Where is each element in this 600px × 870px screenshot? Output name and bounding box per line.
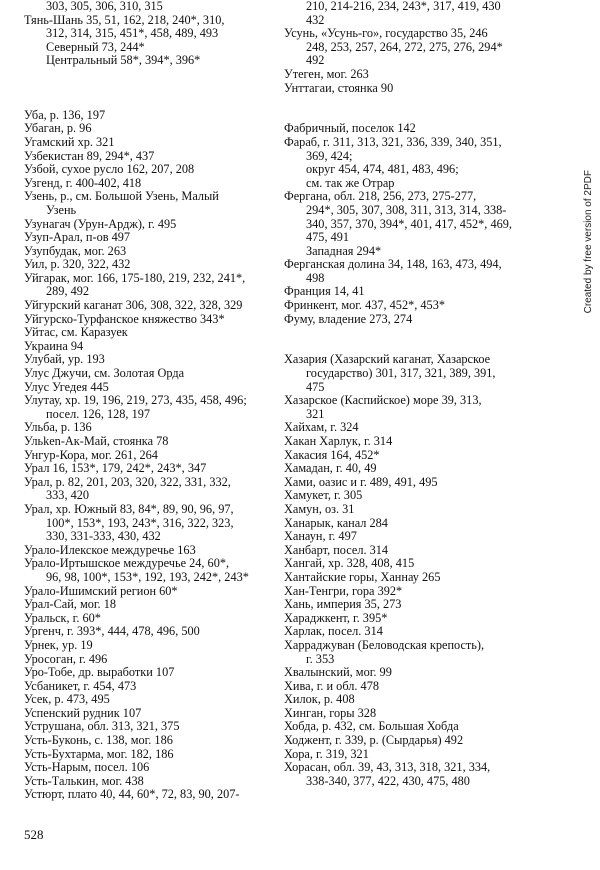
index-entry-line: Ферганская долина 34, 148, 163, 473, 494, <box>284 257 502 272</box>
index-entry-line: Хараджкент, г. 395* <box>284 610 388 625</box>
index-entry-line: Хорасан, обл. 39, 43, 313, 318, 321, 334, <box>284 760 491 775</box>
index-entry-line: Уйтас, см. Каразуек <box>24 325 128 340</box>
index-entry-line: Хань, империя 35, 273 <box>284 597 402 612</box>
index-entry-line: Успенский рудник 107 <box>24 705 142 720</box>
index-entry-line: Узень <box>46 202 77 217</box>
index-entry-line: Хакасия 164, 452* <box>284 447 380 462</box>
index-entry-line: Северный 73, 244* <box>46 39 145 54</box>
index-entry-line: Харлак, посел. 314 <box>284 624 383 639</box>
index-entry-line: Западная 294* <box>306 243 382 258</box>
index-entry-line: Урал, хр. Южный 83, 84*, 89, 90, 96, 97, <box>24 501 234 516</box>
index-entry-line: Хазария (Хазарский каганат, Хазарское <box>284 352 491 367</box>
index-entry-line: 303, 305, 306, 310, 315 <box>46 0 163 13</box>
index-entry-line: Убаган, р. 96 <box>24 121 92 136</box>
index-entry-line: Урал-Сай, мог. 18 <box>24 597 116 612</box>
index-entry-line: Фараб, г. 311, 313, 321, 336, 339, 340, 351, <box>284 134 502 149</box>
page-number: 528 <box>24 827 44 842</box>
index-entry-line: Усть-Нарым, посел. 106 <box>24 760 150 775</box>
index-entry-line: Уйгурско-Турфанское княжество 343* <box>24 311 225 326</box>
index-entry-line: Хазарское (Каспийское) море 39, 313, <box>284 393 482 408</box>
index-entry-line: Усбаникет, г. 454, 473 <box>24 678 137 693</box>
index-entry-line: 333, 420 <box>46 488 90 503</box>
index-entry-line: Ульken-Ак-Май, стоянка 78 <box>24 434 169 448</box>
index-entry-line: 210, 214-216, 234, 243*, 317, 419, 430 <box>306 0 501 13</box>
index-entry-line: Урнек, ур. 19 <box>24 637 93 652</box>
index-entry-line: государство) 301, 317, 321, 389, 391, <box>306 366 496 381</box>
index-entry-line: Уросоган, г. 496 <box>24 651 108 666</box>
index-entry-line: Узень, р., см. Большой Узень, Малый <box>24 189 219 204</box>
index-entry-line: 289, 492 <box>46 284 90 299</box>
index-entry-line: Урал 16, 153*, 179, 242*, 243*, 347 <box>24 461 207 476</box>
index-entry-line: 475 <box>306 379 325 394</box>
index-entry-line: Узунагач (Урун-Ардж), г. 495 <box>24 216 177 231</box>
index-entry-line: Урало-Иртышское междуречье 24, 60*, <box>24 556 230 571</box>
index-entry-line: Уба, р. 136, 197 <box>24 107 106 122</box>
index-entry-line: Узбекистан 89, 294*, 437 <box>24 148 155 163</box>
index-entry-line: Узупбудак, мог. 263 <box>24 243 127 258</box>
index-entry-line: Улубай, ур. 193 <box>24 352 105 367</box>
index-entry-line: 369, 424; <box>306 148 353 163</box>
index-entry-line: Усть-Талькин, мог. 438 <box>24 773 144 788</box>
index-entry-line: посел. 126, 128, 197 <box>46 406 151 421</box>
index-entry-line: Харраджуван (Беловодская крепость), <box>284 637 485 652</box>
index-entry-line: Хан-Тенгри, гора 392* <box>284 583 403 598</box>
index-entry-line: Урал, р. 82, 201, 203, 320, 322, 331, 332, <box>24 474 231 489</box>
index-entry-line: Франция 14, 41 <box>284 284 365 299</box>
index-entry-line: Ургенч, г. 393*, 444, 478, 496, 500 <box>24 624 200 639</box>
index-entry-line: 294*, 305, 307, 308, 311, 313, 314, 338- <box>306 202 507 217</box>
index-entry-line: Хамадан, г. 40, 49 <box>284 461 377 476</box>
index-entry-line: Хамун, оз. 31 <box>284 501 355 516</box>
index-entry-line: Утеген, мог. 263 <box>284 66 369 81</box>
index-entry-line: Хилок, р. 408 <box>284 692 355 707</box>
index-entry-line: Улутау, хр. 19, 196, 219, 273, 435, 458, 496; <box>24 393 247 408</box>
index-entry-line: Фуму, владение 273, 274 <box>284 311 413 326</box>
watermark-text: Created by free version of 2PDF <box>583 170 594 314</box>
index-entry-line: 492 <box>306 53 325 68</box>
index-entry-line: Улус Угедея 445 <box>24 379 109 394</box>
index-entry-line: Фринкент, мог. 437, 452*, 453* <box>284 298 445 313</box>
section-gap <box>24 68 282 95</box>
index-entry-line: округ 454, 474, 481, 483, 496; <box>306 162 459 177</box>
index-entry-line: 312, 314, 315, 451*, 458, 489, 493 <box>46 26 219 41</box>
index-entry-line: Ханбарт, посел. 314 <box>284 542 389 557</box>
index-entry-line: 321 <box>306 406 325 421</box>
index-entry-line: Узбой, сухое русло 162, 207, 208 <box>24 162 195 177</box>
section-gap <box>284 326 576 340</box>
index-entry-line: Унттагаи, стоянка 90 <box>284 80 394 95</box>
index-entry-line: Уральск, г. 60* <box>24 610 101 625</box>
index-entry-line: Фергана, обл. 218, 256, 273, 275-277, <box>284 189 477 204</box>
section-gap <box>284 109 576 123</box>
index-entry-line: Ханаун, г. 497 <box>284 529 357 544</box>
index-column-left <box>24 0 282 802</box>
index-entry-line: Узуп-Арал, п-ов 497 <box>24 230 131 245</box>
index-entry-line: Хамукет, г. 305 <box>284 488 363 503</box>
index-entry-line: Хора, г. 319, 321 <box>284 746 369 761</box>
index-entry-line: Урало-Ишимский регион 60* <box>24 583 178 598</box>
index-entry-line: Украина 94 <box>24 338 84 353</box>
index-entry-line: 330, 331-333, 430, 432 <box>46 529 161 544</box>
index-entry-line: см. так же Отрар <box>306 175 395 190</box>
index-entry-line: 475, 491 <box>306 230 350 245</box>
index-entry-line: Усть-Буконь, с. 138, мог. 186 <box>24 733 173 748</box>
index-entry-line: Хангай, хр. 328, 408, 415 <box>284 556 415 571</box>
index-entry-line: Узгенд, г. 400-402, 418 <box>24 175 142 190</box>
index-entry-line: Уструшана, обл. 313, 321, 375 <box>24 719 180 734</box>
index-entry-line: 248, 253, 257, 264, 272, 275, 276, 294* <box>306 39 503 54</box>
index-entry-line: 338-340, 377, 422, 430, 475, 480 <box>306 773 470 788</box>
index-entry-line: Устюрт, плато 40, 44, 60*, 72, 83, 90, 207- <box>24 787 240 802</box>
index-entry-line: Усунь, «Усунь-го», государство 35, 246 <box>284 26 488 41</box>
index-entry-line: Уро-Тобе, др. выработки 107 <box>24 665 175 680</box>
index-entry-line: Хинган, горы 328 <box>284 705 377 720</box>
index-entry-line: Хобда, р. 432, см. Большая Хобда <box>284 719 459 734</box>
index-entry-line: Уйгарак, мог. 166, 175-180, 219, 232, 241*, <box>24 270 246 285</box>
index-entry-line: 340, 357, 370, 394*, 401, 417, 452*, 469, <box>306 216 512 231</box>
section-gap <box>284 340 576 354</box>
index-entry-line: Уйгурский каганат 306, 308, 322, 328, 329 <box>24 298 243 313</box>
index-entry-line: Ходжент, г. 339, р. (Сырдарья) 492 <box>284 733 464 748</box>
index-entry-line: Усть-Бухтарма, мог. 182, 186 <box>24 746 174 761</box>
index-entry-line: 100*, 153*, 193, 243*, 316, 322, 323, <box>46 515 234 530</box>
index-entry-line: Хайхам, г. 324 <box>284 420 359 435</box>
index-entry-line: Фабричный, поселок 142 <box>284 121 416 136</box>
index-entry-line: Хвалынский, мог. 99 <box>284 665 392 680</box>
index-entry-line: Угамский хр. 321 <box>24 134 115 149</box>
index-entry-line: 498 <box>306 270 325 285</box>
index-entry-line: 432 <box>306 12 325 27</box>
index-entry-line: Хами, оазис и г. 489, 491, 495 <box>284 474 438 489</box>
index-entry-line: Хакан Харлук, г. 314 <box>284 434 393 448</box>
index-entry-line: Центральный 58*, 394*, 396* <box>46 53 201 68</box>
index-entry-line: Ханарык, канал 284 <box>284 515 388 530</box>
section-gap <box>284 95 576 109</box>
index-entry-line: Тянь-Шань 35, 51, 162, 218, 240*, 310, <box>24 12 225 27</box>
index-entry-line: Усек, р. 473, 495 <box>24 692 110 707</box>
index-entry-line: Урало-Илекское междуречье 163 <box>24 542 196 557</box>
index-entry-line: 96, 98, 100*, 153*, 192, 193, 242*, 243* <box>46 569 249 584</box>
index-entry-line: Улус Джучи, см. Золотая Орда <box>24 366 185 381</box>
index-entry-line: Хантайские горы, Ханнау 265 <box>284 569 441 584</box>
index-entry-line: Уил, р. 320, 322, 432 <box>24 257 131 272</box>
index-entry-line: Ульба, р. 136 <box>24 420 92 435</box>
index-entry-line: Унгур-Кора, мог. 261, 264 <box>24 447 158 462</box>
index-entry-line: г. 353 <box>306 651 335 666</box>
index-column-right <box>284 0 576 788</box>
section-gap <box>24 95 282 109</box>
index-entry-line: Хива, г. и обл. 478 <box>284 678 380 693</box>
